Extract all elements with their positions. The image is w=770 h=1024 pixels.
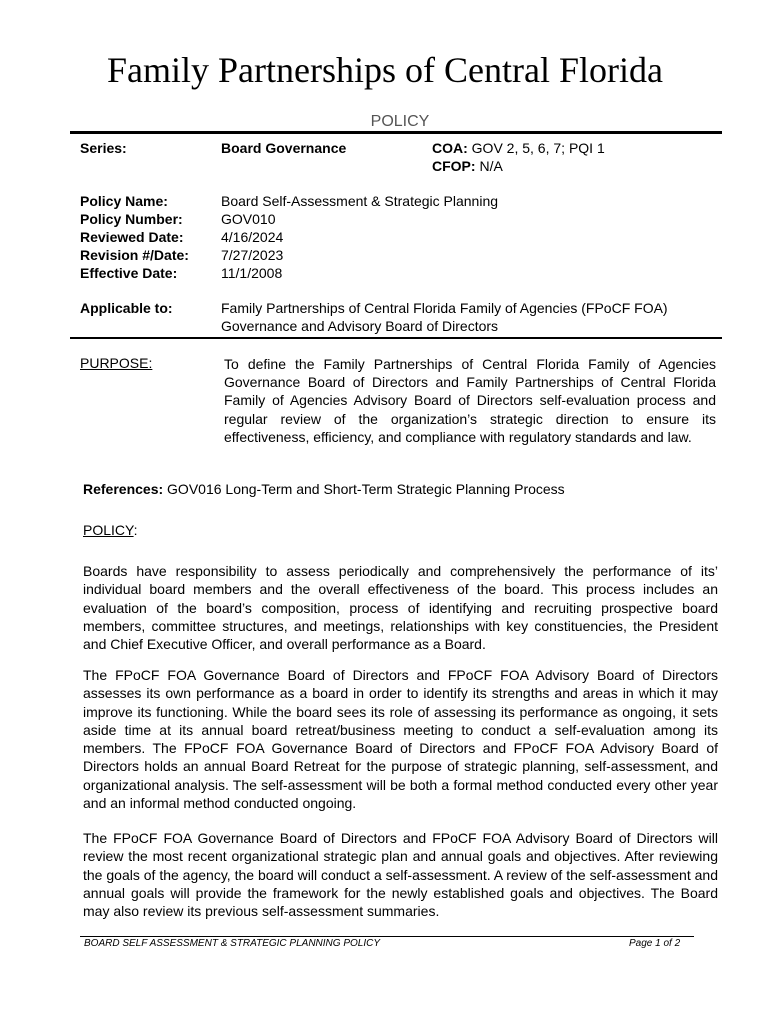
reviewed-date-label: Reviewed Date: — [80, 229, 184, 245]
purpose-text: To define the Family Partnerships of Central Florida Family of Agencies Governance Board of Directors and Family Partnerships of Central Florida Family of Agencies Advisory Board of Directors self-evaluation process and regular review of the organization’s strategic direction to ensure its effectiveness, efficiency, and compliance with regulatory standards and law. — [224, 356, 716, 445]
series-label: Series: — [80, 140, 127, 156]
header-rule — [70, 131, 722, 134]
policy-heading-colon: : — [133, 522, 138, 538]
policy-name-value: Board Self-Assessment & Strategic Planning — [221, 193, 499, 209]
cfop-label: CFOP: — [432, 158, 476, 174]
coa-label: COA: — [432, 140, 468, 156]
effective-date-label: Effective Date: — [80, 265, 178, 281]
coa-value: GOV 2, 5, 6, 7; PQI 1 — [467, 140, 605, 156]
series-value: Board Governance — [221, 140, 347, 156]
applicable-value-line1: Family Partnerships of Central Florida Family of Agencies (FPoCF FOA) — [221, 300, 668, 316]
references-text: GOV016 Long-Term and Short-Term Strategic Planning Process — [163, 481, 565, 497]
footer-title: BOARD SELF ASSESSMENT & STRATEGIC PLANNING POLICY — [84, 938, 380, 949]
policy-number-value: GOV010 — [221, 211, 276, 227]
references-label: References: — [83, 481, 164, 497]
purpose-label: PURPOSE: — [80, 355, 153, 371]
applicable-value-line2: Governance and Advisory Board of Directors — [221, 318, 499, 334]
policy-paragraph-2: The FPoCF FOA Governance Board of Directors and FPoCF FOA Advisory Board of Directors assesses its own performance as a board in order to identify its strengths and areas in which it may improve its functioning. While the board sees its role of assessing its performance as ongoing, it sets aside time at its annual board retreat/business meeting to conduct a self-evaluation among its members. The FPoCF FOA Governance Board of Directors and FPoCF FOA Advisory Board of Directors holds an annual Board Retreat for the purpose of strategic planning, self-assessment, and organizational analysis. The self-assessment will be both a formal method conducted every other year and an informal method conducted ongoing. — [83, 667, 718, 812]
applicable-label: Applicable to: — [80, 300, 173, 316]
policy-paragraph-1: Boards have responsibility to assess periodically and comprehensively the performance of its’ individual board members and the overall effectiveness of the board. This process includes an evaluation of the board’s composition, process of identifying and recruiting prospective board members, committee structures, and meetings, relationships with key constituencies, the President and Chief Executive Officer, and overall performance as a Board. — [83, 563, 718, 653]
policy-number-label: Policy Number: — [80, 211, 183, 227]
meta-bottom-rule — [70, 337, 722, 339]
footer-rule — [80, 936, 694, 937]
policy-name-label: Policy Name: — [80, 193, 168, 209]
policy-heading — [83, 521, 137, 539]
reviewed-date-value: 4/16/2024 — [221, 229, 284, 245]
coa-line — [432, 139, 605, 157]
policy-label: POLICY — [370, 113, 430, 130]
cfop-line — [432, 157, 503, 175]
revision-label: Revision #/Date: — [80, 247, 189, 263]
effective-date-value: 11/1/2008 — [221, 265, 283, 281]
footer-page-number: Page 1 of 2 — [629, 938, 681, 949]
policy-heading-label: POLICY — [83, 522, 134, 538]
revision-value: 7/27/2023 — [221, 247, 284, 263]
references — [83, 480, 723, 498]
cfop-value: N/A — [475, 158, 503, 174]
policy-paragraph-3: The FPoCF FOA Governance Board of Directors and FPoCF FOA Advisory Board of Directors will review the most recent organizational strategic plan and annual goals and objectives. After reviewing the goals of the agency, the board will conduct a self-assessment. A review of the self-assessment and annual goals will provide the framework for the newly established goals and objectives. The Board may also review its previous self-assessment summaries. — [83, 830, 718, 920]
org-title: Family Partnerships of Central Florida — [107, 50, 663, 90]
